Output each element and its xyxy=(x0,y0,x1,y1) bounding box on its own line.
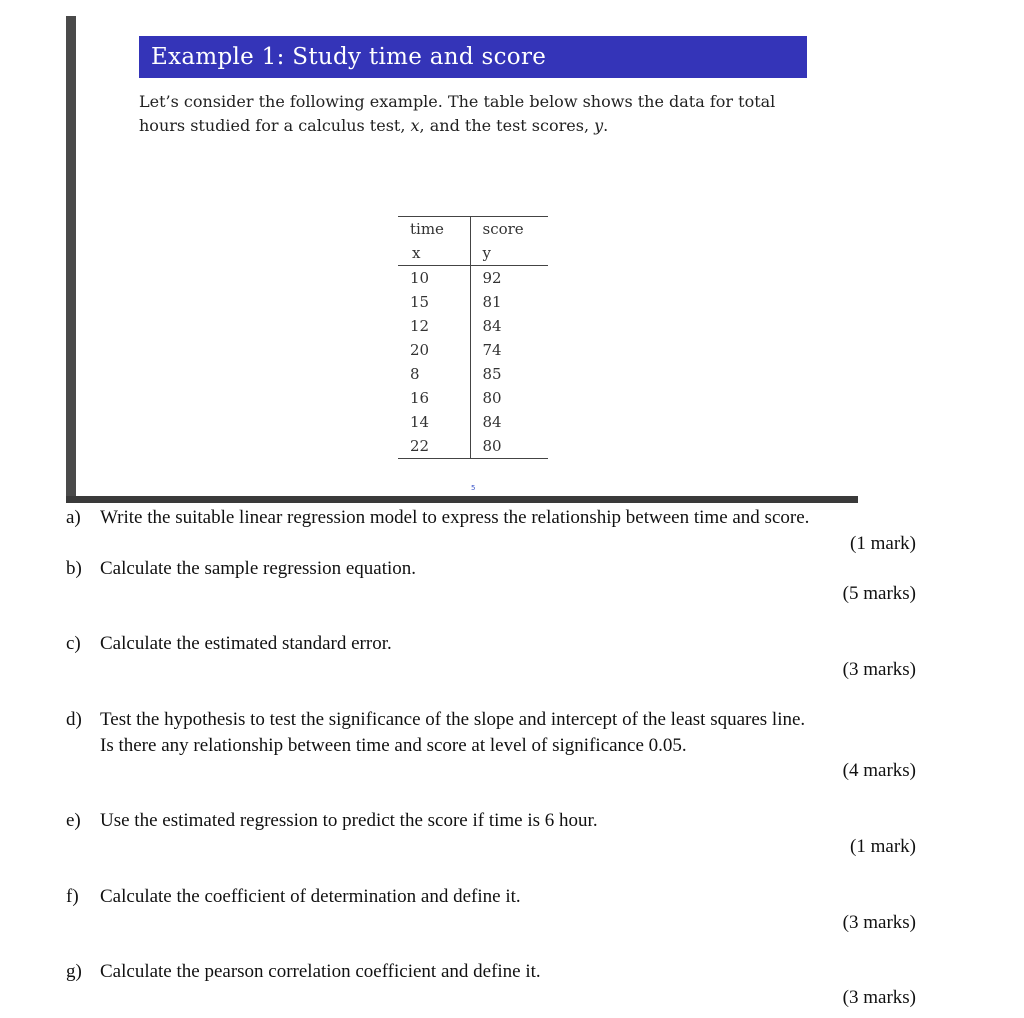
marks-g: (3 marks) xyxy=(842,987,916,1008)
marks-c: (3 marks) xyxy=(842,659,916,680)
marks-b: (5 marks) xyxy=(842,583,916,604)
cell-x: 12 xyxy=(410,317,430,335)
cell-y: 85 xyxy=(470,362,548,386)
intro-mid: , and the test scores, xyxy=(419,116,595,135)
question-text xyxy=(100,707,920,759)
intro-var-y: y xyxy=(594,116,604,135)
question-letter: g) xyxy=(66,961,82,982)
cell-y: 80 xyxy=(470,386,548,410)
slide-left-border xyxy=(66,16,76,502)
slide-intro-text xyxy=(139,90,799,138)
header-time: time xyxy=(398,217,470,242)
cell-y: 92 xyxy=(470,266,548,291)
cell-x: 8 xyxy=(410,365,420,383)
marks-f: (3 marks) xyxy=(842,912,916,933)
table-row xyxy=(398,434,548,459)
question-text: Calculate the pearson correlation coefficient and define it. xyxy=(100,961,541,982)
cell-y: 84 xyxy=(470,314,548,338)
table-row xyxy=(398,386,548,410)
cell-y: 84 xyxy=(470,410,548,434)
slide-page-number: 5 xyxy=(471,484,476,492)
cell-y: 81 xyxy=(470,290,548,314)
header-score: score xyxy=(470,217,548,242)
question-text: Calculate the coefficient of determination and define it. xyxy=(100,886,521,907)
question-letter: a) xyxy=(66,507,81,528)
table-row xyxy=(398,362,548,386)
intro-end: . xyxy=(603,116,609,135)
marks-d: (4 marks) xyxy=(842,760,916,781)
cell-x: 10 xyxy=(410,269,430,287)
question-letter: e) xyxy=(66,810,81,831)
table-subheader-row xyxy=(398,241,548,266)
question-text: Write the suitable linear regression model to express the relationship between time and score. xyxy=(100,507,810,528)
table-row xyxy=(398,410,548,434)
question-text: Calculate the estimated standard error. xyxy=(100,633,392,654)
question-text: Use the estimated regression to predict the score if time is 6 hour. xyxy=(100,810,598,831)
intro-prefix: Let’s consider the following example. The table below shows the data for total hours studied for a calculus test, xyxy=(139,92,776,135)
table-row xyxy=(398,266,548,291)
question-letter: c) xyxy=(66,633,81,654)
cell-x: 14 xyxy=(410,413,430,431)
marks-a: (1 mark) xyxy=(850,533,916,554)
subheader-x: x xyxy=(398,241,470,266)
cell-x: 20 xyxy=(410,341,430,359)
question-letter: f) xyxy=(66,886,79,907)
data-table xyxy=(398,216,548,459)
question-text: Calculate the sample regression equation. xyxy=(100,558,417,579)
subheader-y: y xyxy=(470,241,548,266)
cell-y: 80 xyxy=(470,434,548,459)
table-row xyxy=(398,290,548,314)
marks-e: (1 mark) xyxy=(850,836,916,857)
slide-title: Example 1: Study time and score xyxy=(151,44,547,70)
table-row xyxy=(398,314,548,338)
question-letter: b) xyxy=(66,558,82,579)
table-header-row xyxy=(398,217,548,242)
intro-var-x: x xyxy=(410,116,420,135)
question-text-line1: Test the hypothesis to test the significance of the slope and intercept of the least squares line. xyxy=(100,709,806,730)
slide-bottom-border xyxy=(66,496,858,503)
table-row xyxy=(398,338,548,362)
question-letter: d) xyxy=(66,709,82,730)
cell-x: 15 xyxy=(410,293,430,311)
slide-title-banner xyxy=(139,36,807,78)
question-text-line2: Is there any relationship between time and score at level of significance 0.05. xyxy=(100,735,687,756)
cell-y: 74 xyxy=(470,338,548,362)
cell-x: 22 xyxy=(398,434,470,459)
cell-x: 16 xyxy=(410,389,430,407)
